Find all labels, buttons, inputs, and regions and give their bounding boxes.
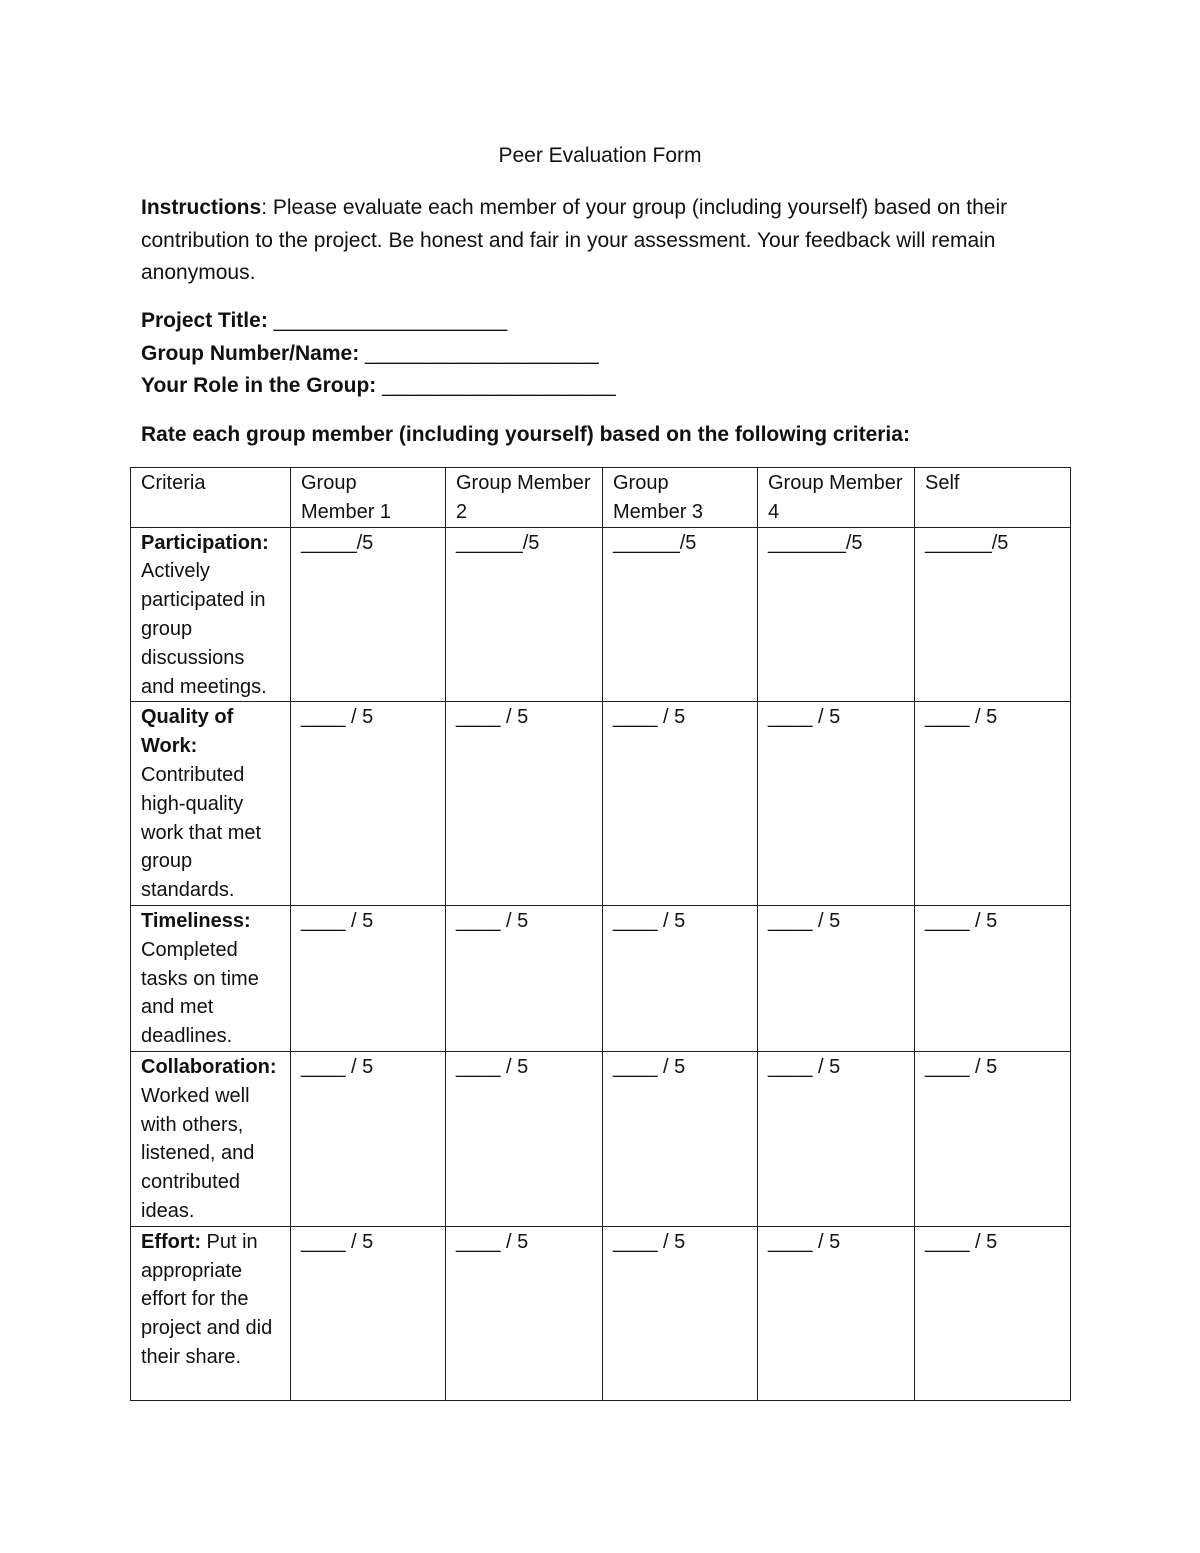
instructions-text: : Please evaluate each member of your group (including yourself) based on their contribution to the project. Be honest and fair in your assessment. Your feedback will remain anonymous. — [141, 196, 1008, 284]
table-row — [131, 1051, 1071, 1226]
header-member-2: Group Member 2 — [446, 468, 603, 528]
criterion-cell — [131, 702, 291, 906]
field-blank[interactable]: ____________________ — [359, 341, 599, 365]
criterion-name: Participation: — [141, 531, 269, 554]
criterion-description: Actively participated in group discussions and meetings. — [141, 560, 267, 698]
field-label: Project Title: — [141, 309, 268, 332]
header-criteria: Criteria — [131, 468, 291, 528]
form-title: Peer Evaluation Form — [498, 144, 702, 167]
header-member-4: Group Member 4 — [758, 468, 915, 528]
score-cell[interactable]: ____ / 5 — [446, 702, 603, 906]
header-member-1: Group Member 1 — [291, 468, 446, 528]
field-label: Group Number/Name: — [141, 341, 360, 365]
rate-heading: Rate each group member (including yourself) based on the following criteria: — [141, 423, 910, 446]
score-cell[interactable]: ____ / 5 — [603, 905, 758, 1051]
score-cell[interactable]: ____ / 5 — [915, 702, 1071, 906]
score-cell[interactable]: ____ / 5 — [758, 1226, 915, 1400]
score-cell[interactable]: ____ / 5 — [291, 702, 446, 906]
score-cell[interactable]: ____ / 5 — [758, 905, 915, 1051]
score-cell[interactable]: ______/5 — [446, 527, 603, 702]
score-cell[interactable]: ____ / 5 — [915, 1226, 1071, 1400]
header-member-3: Group Member 3 — [603, 468, 758, 528]
field-label: Your Role in the Group: — [141, 374, 377, 397]
your-role-field[interactable] — [141, 370, 1041, 403]
score-cell[interactable]: ____ / 5 — [758, 1051, 915, 1226]
criterion-cell — [131, 1051, 291, 1226]
criterion-description: Contributed high-quality work that met group standards. — [141, 763, 262, 902]
score-cell[interactable]: _____/5 — [291, 527, 446, 702]
criterion-name: Quality of Work: — [141, 706, 234, 758]
table-row — [131, 702, 1071, 906]
criterion-name: Collaboration: — [141, 1055, 277, 1078]
score-cell[interactable]: ____ / 5 — [291, 905, 446, 1051]
evaluation-table — [130, 467, 1071, 1401]
table-row — [131, 527, 1071, 702]
score-cell[interactable]: ______/5 — [603, 527, 758, 702]
score-cell[interactable]: ____ / 5 — [603, 1051, 758, 1226]
criterion-cell — [131, 527, 291, 702]
score-cell[interactable]: ____ / 5 — [446, 1226, 603, 1400]
field-blank[interactable]: ____________________ — [376, 374, 616, 397]
criterion-cell — [131, 905, 291, 1051]
score-cell[interactable]: ____ / 5 — [915, 905, 1071, 1051]
field-blank[interactable]: ____________________ — [267, 309, 508, 332]
score-cell[interactable]: _______/5 — [758, 527, 915, 702]
instructions-label: Instructions — [141, 196, 262, 219]
group-number-field[interactable] — [141, 338, 1041, 371]
table-row — [131, 905, 1071, 1051]
score-cell[interactable]: ____ / 5 — [603, 702, 758, 906]
table-row — [131, 1226, 1071, 1400]
criterion-description: Completed tasks on time and met deadlines. — [141, 938, 259, 1048]
score-cell[interactable]: ____ / 5 — [291, 1226, 446, 1400]
score-cell[interactable]: ____ / 5 — [603, 1226, 758, 1400]
score-cell[interactable]: ____ / 5 — [446, 905, 603, 1051]
score-cell[interactable]: ______/5 — [915, 527, 1071, 702]
project-title-field[interactable] — [141, 305, 1041, 338]
score-cell[interactable]: ____ / 5 — [915, 1051, 1071, 1226]
header-fields — [141, 305, 1041, 403]
score-cell[interactable]: ____ / 5 — [291, 1051, 446, 1226]
criterion-name: Effort: — [141, 1230, 201, 1253]
criterion-description: Put in appropriate effort for the project and did their share. — [141, 1230, 273, 1368]
header-self: Self — [915, 468, 1071, 528]
instructions-paragraph — [141, 192, 1041, 290]
criterion-cell — [131, 1226, 291, 1400]
score-cell[interactable]: ____ / 5 — [446, 1051, 603, 1226]
criterion-description: Worked well with others, listened, and contributed ideas. — [141, 1084, 255, 1222]
score-cell[interactable]: ____ / 5 — [758, 702, 915, 906]
criterion-name: Timeliness: — [141, 909, 251, 932]
table-header-row — [131, 468, 1071, 528]
